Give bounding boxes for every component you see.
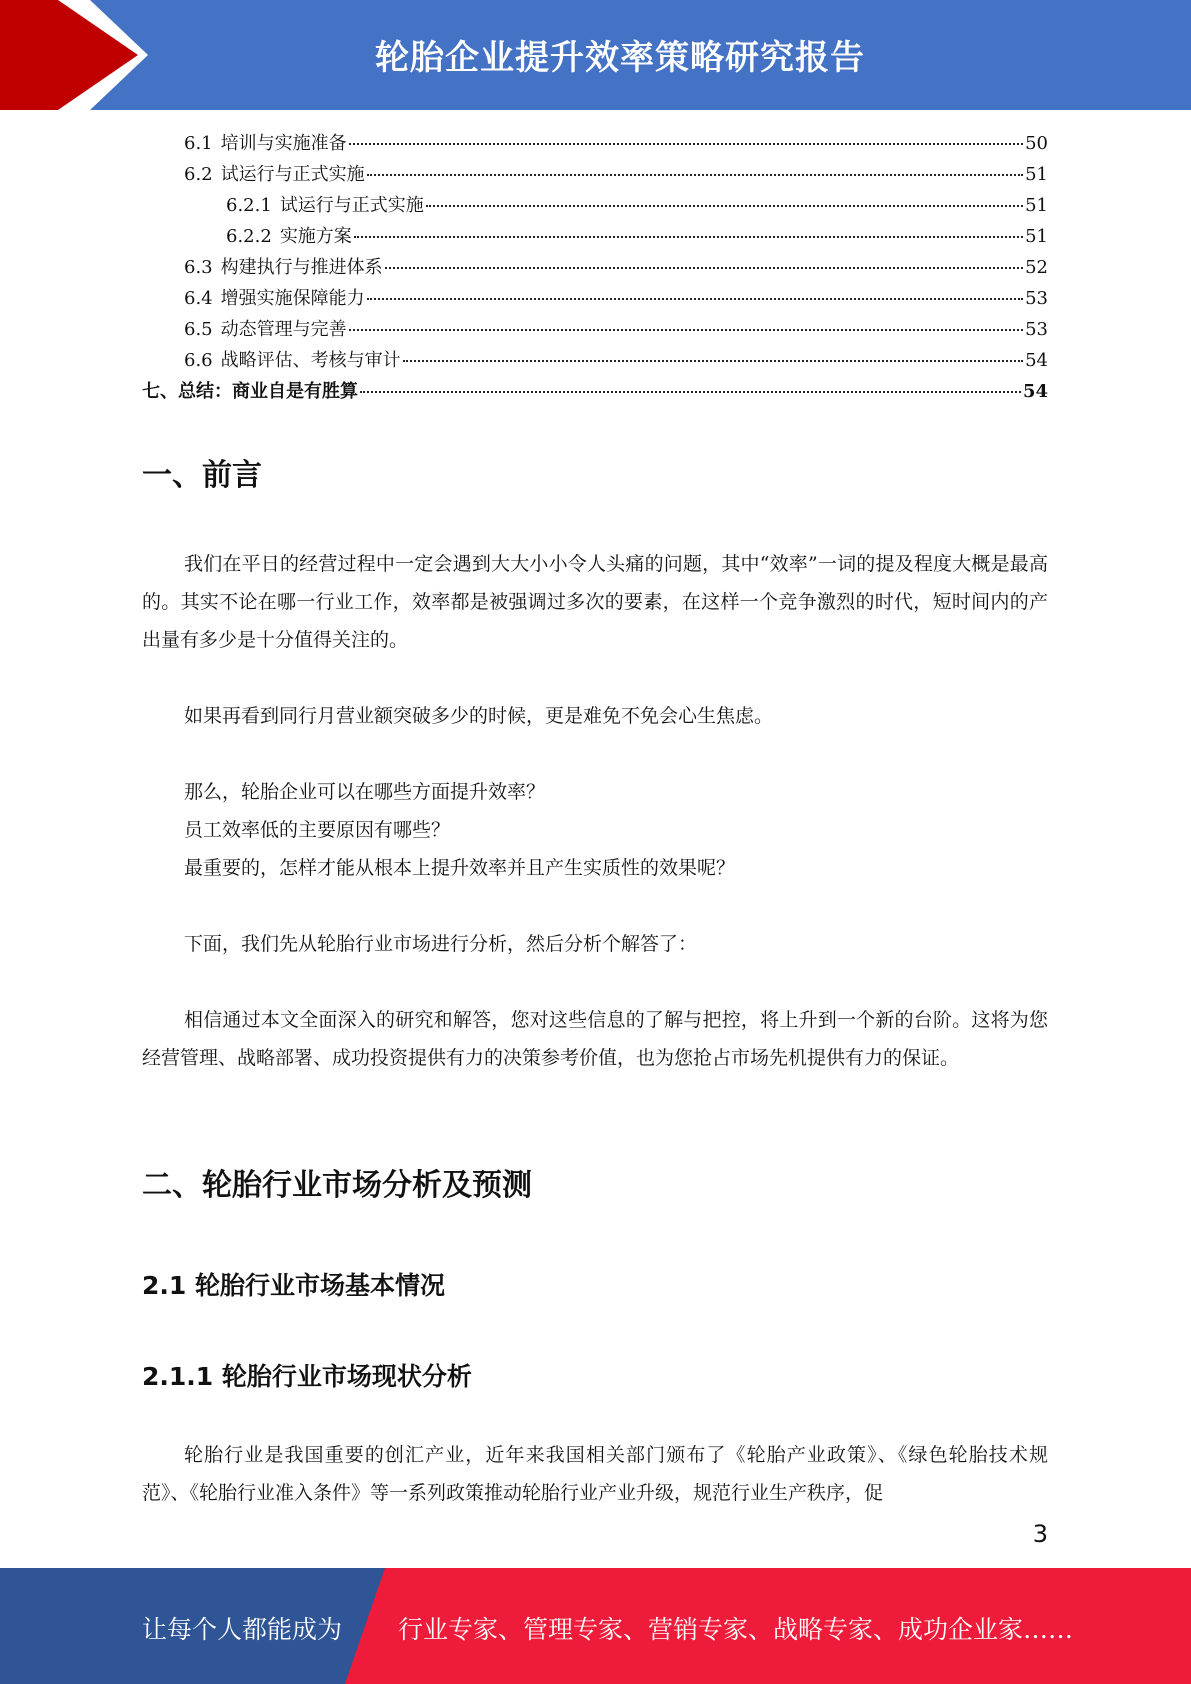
toc-entry[interactable]	[142, 252, 1048, 283]
paragraph: 我们在平日的经营过程中一定会遇到大大小小令人头痛的问题，其中“效率”一词的提及程度大概是最高的。其实不论在哪一行业工作，效率都是被强调过多次的要素，在这样一个竞争激烈的时代，短时间内的产出量有多少是十分值得关注的。	[142, 553, 1048, 651]
toc-dot-leader	[354, 235, 1023, 238]
page-number: 3	[1032, 1520, 1048, 1548]
toc-entry-number: 6.2.2	[226, 226, 272, 247]
toc-entry-number: 6.2.1	[226, 195, 272, 216]
toc-entry-page: 54	[1022, 381, 1048, 402]
toc-dot-leader	[349, 142, 1023, 145]
paragraph: 下面，我们先从轮胎行业市场进行分析，然后分析个解答了：	[184, 933, 698, 955]
toc-entry-page: 53	[1025, 288, 1048, 309]
toc-entry-label: 试运行与正式实施	[220, 164, 365, 185]
section-heading-preface: 一、前言	[142, 458, 262, 493]
footer-slogan-right: 行业专家、管理专家、营销专家、战略专家、成功企业家……	[398, 1615, 1074, 1644]
page-header	[0, 0, 1191, 110]
toc-entry-page: 54	[1025, 350, 1048, 371]
toc-entry-number: 6.6	[184, 350, 213, 371]
toc-entry-number: 6.2	[184, 164, 213, 185]
toc-entry-label: 构建执行与推进体系	[220, 257, 383, 278]
toc-entry[interactable]	[142, 314, 1048, 345]
subsubsection-heading: 2.1.1 轮胎行业市场现状分析	[142, 1362, 472, 1391]
toc-dot-leader	[349, 328, 1023, 331]
toc-entry[interactable]	[142, 221, 1048, 252]
toc-dot-leader	[385, 266, 1023, 269]
toc-entry-number: 6.4	[184, 288, 213, 309]
toc-entry[interactable]	[142, 128, 1048, 159]
question-line: 最重要的，怎样才能从根本上提升效率并且产生实质性的效果呢？	[184, 857, 736, 879]
paragraph: 相信通过本文全面深入的研究和解答，您对这些信息的了解与把控，将上升到一个新的台阶。这将为您经营管理、战略部署、成功投资提供有力的决策参考价值，也为您抢占市场先机提供有力的保证。	[142, 1009, 1048, 1069]
toc-entry-label: 增强实施保障能力	[220, 288, 365, 309]
toc-entry-page: 51	[1025, 195, 1048, 216]
table-of-contents	[142, 128, 1048, 407]
toc-entry[interactable]	[142, 283, 1048, 314]
toc-entry-page: 51	[1025, 164, 1048, 185]
toc-dot-leader	[367, 173, 1023, 176]
toc-entry-page: 53	[1025, 319, 1048, 340]
toc-entry-page: 50	[1025, 133, 1048, 154]
toc-entry-label: 七、总结：商业自是有胜算	[142, 381, 358, 402]
toc-entry[interactable]	[142, 345, 1048, 376]
toc-dot-leader	[426, 204, 1023, 207]
toc-entry[interactable]	[142, 159, 1048, 190]
toc-entry-page: 51	[1025, 226, 1048, 247]
toc-entry-label: 战略评估、考核与审计	[220, 350, 401, 371]
toc-dot-leader	[367, 297, 1023, 300]
page-footer	[0, 1568, 1191, 1684]
question-line: 那么，轮胎企业可以在哪些方面提升效率？	[184, 781, 546, 803]
subsection-heading: 2.1 轮胎行业市场基本情况	[142, 1271, 445, 1300]
question-line: 员工效率低的主要原因有哪些？	[184, 819, 451, 841]
toc-entry-number: 6.1	[184, 133, 213, 154]
toc-entry-number: 6.5	[184, 319, 213, 340]
toc-dot-leader	[360, 390, 1021, 393]
toc-entry[interactable]	[142, 376, 1048, 407]
toc-entry-label: 实施方案	[279, 226, 352, 247]
paragraph: 如果再看到同行月营业额突破多少的时候，更是难免不免会心生焦虑。	[184, 705, 774, 727]
toc-entry-page: 52	[1025, 257, 1048, 278]
toc-entry-label: 试运行与正式实施	[279, 195, 424, 216]
toc-entry[interactable]	[142, 190, 1048, 221]
toc-entry-label: 培训与实施准备	[220, 133, 347, 154]
toc-dot-leader	[403, 359, 1023, 362]
toc-entry-number: 6.3	[184, 257, 213, 278]
paragraph: 轮胎行业是我国重要的创汇产业，近年来我国相关部门颁布了《轮胎产业政策》、《绿色轮胎技术规范》、《轮胎行业准入条件》等一系列政策推动轮胎行业产业升级，规范行业生产秩序，促	[142, 1444, 1048, 1504]
section-heading-market-analysis: 二、轮胎行业市场分析及预测	[142, 1168, 532, 1203]
report-title: 轮胎企业提升效率策略研究报告	[375, 38, 865, 78]
header-arrow-decoration	[0, 0, 160, 110]
toc-entry-label: 动态管理与完善	[220, 319, 347, 340]
footer-slogan-left: 让每个人都能成为	[142, 1615, 343, 1644]
